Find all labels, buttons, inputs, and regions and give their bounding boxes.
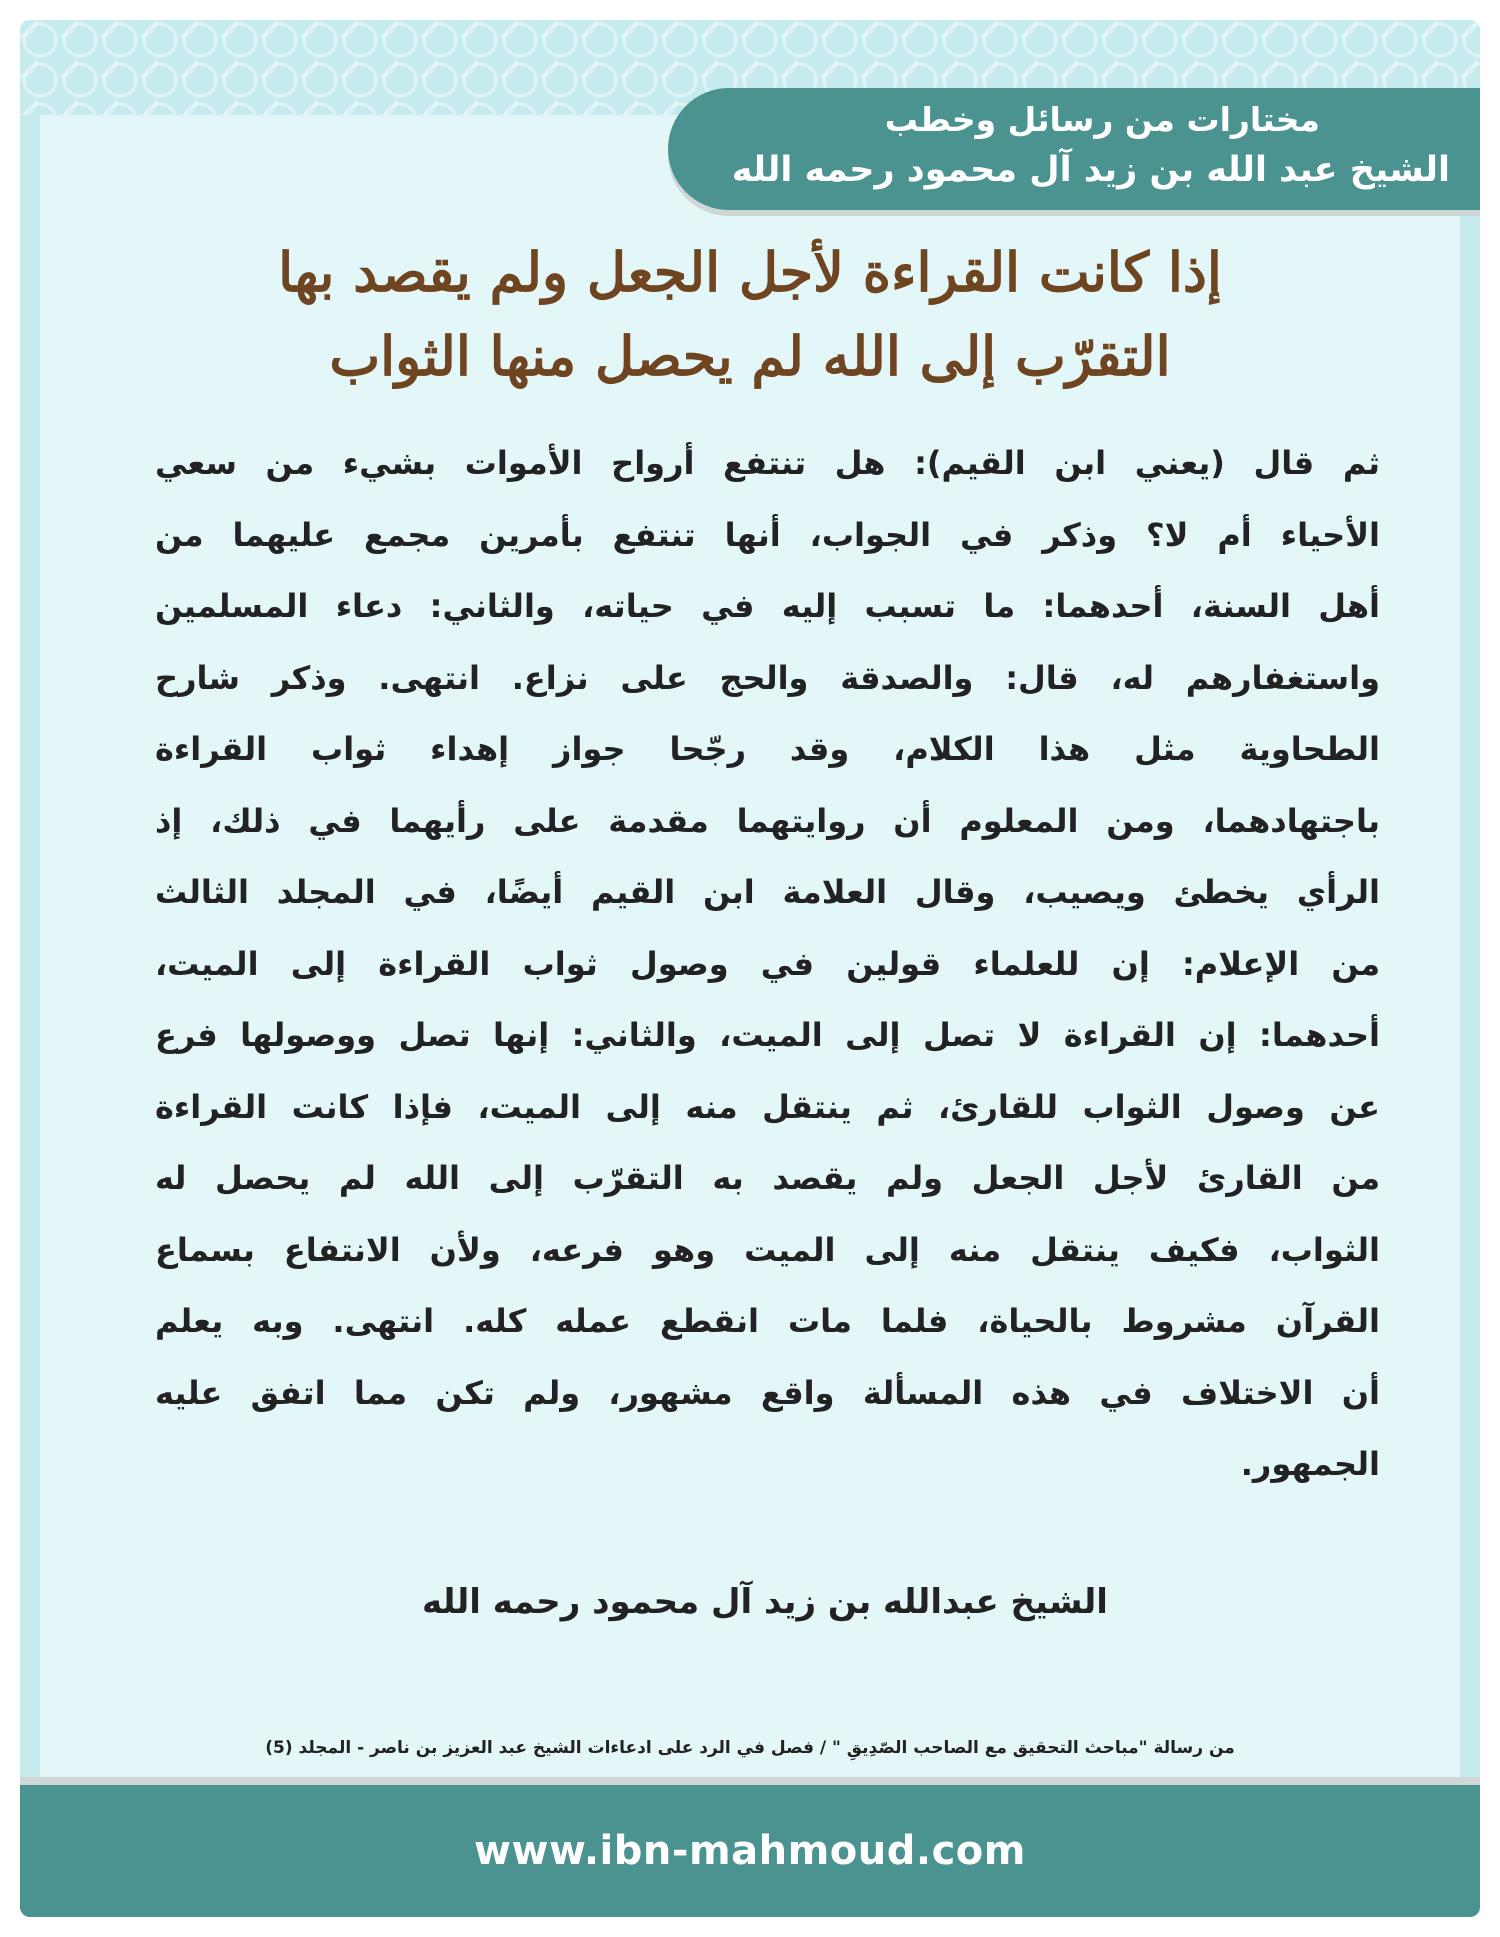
header-series-title: مختارات من رسائل وخطب — [884, 100, 1320, 139]
website-link[interactable]: www.ibn-mahmoud.com — [474, 1828, 1026, 1874]
article-title — [110, 230, 1390, 398]
body-line: الجمهور. — [1240, 1445, 1380, 1483]
body-line: الثواب، فكيف ينتقل منه إلى الميت وهو فرعه، ولأن الانتفاع بسماع — [155, 1230, 1380, 1269]
header-author-name: الشيخ عبد الله بن زيد آل محمود رحمه الله — [731, 150, 1450, 190]
body-line: من القارئ لأجل الجعل ولم يقصد به التقرّب إلى الله لم يحصل له — [155, 1159, 1380, 1197]
body-line: الأحياء أم لا؟ وذكر في الجواب، أنها تنتفع بأمرين مجمع عليهما من — [155, 515, 1380, 554]
article-body — [155, 428, 1380, 1501]
body-line: أهل السنة، أحدهما: ما تسبب إليه في حياته، والثاني: دعاء المسلمين — [155, 587, 1380, 625]
body-line: الرأي يخطئ ويصيب، وقال العلامة ابن القيم أيضًا، في المجلد الثالث — [155, 873, 1380, 911]
body-line: من الإعلام: إن للعلماء قولين في وصول ثواب القراءة إلى الميت، — [155, 944, 1380, 983]
body-line: ثم قال (يعني ابن القيم): هل تنتفع أرواح الأموات بشيء من سعي — [155, 444, 1380, 482]
title-line-1: إذا كانت القراءة لأجل الجعل ولم يقصد بها — [278, 240, 1222, 304]
footer-band — [20, 1777, 1480, 1917]
body-line: أحدهما: إن القراءة لا تصل إلى الميت، والثاني: إنها تصل ووصولها فرع — [155, 1016, 1380, 1054]
body-line: أن الاختلاف في هذه المسألة واقع مشهور، ولم تكن مما اتفق عليه — [155, 1373, 1380, 1412]
title-line-2: التقرّب إلى الله لم يحصل منها الثواب — [329, 324, 1171, 388]
header-band — [668, 88, 1480, 210]
body-line: القرآن مشروط بالحياة، فلما مات انقطع عمله كله. انتهى. وبه يعلم — [155, 1302, 1380, 1340]
page-frame — [20, 20, 1480, 1917]
body-line: واستغفارهم له، قال: والصدقة والحج على نزاع. انتهى. وذكر شارح — [155, 658, 1380, 697]
body-line: الطحاوية مثل هذا الكلام، وقد رجّحا جواز إهداء ثواب القراءة — [155, 730, 1380, 768]
body-line: عن وصول الثواب للقارئ، ثم ينتقل منه إلى الميت، فإذا كانت القراءة — [155, 1087, 1380, 1126]
source-citation: من رسالة "مباحث التحقيق مع الصاحب الصّدِيقِ " / فصل في الرد على ادعاءات الشيخ عبد العزيز بن ناصر - المجلد (5) — [265, 1738, 1235, 1758]
body-line: باجتهادهما، ومن المعلوم أن روايتهما مقدمة على رأيهما في ذلك، إذ — [155, 801, 1380, 840]
signature: الشيخ عبدالله بن زيد آل محمود رحمه الله — [422, 1582, 1108, 1622]
